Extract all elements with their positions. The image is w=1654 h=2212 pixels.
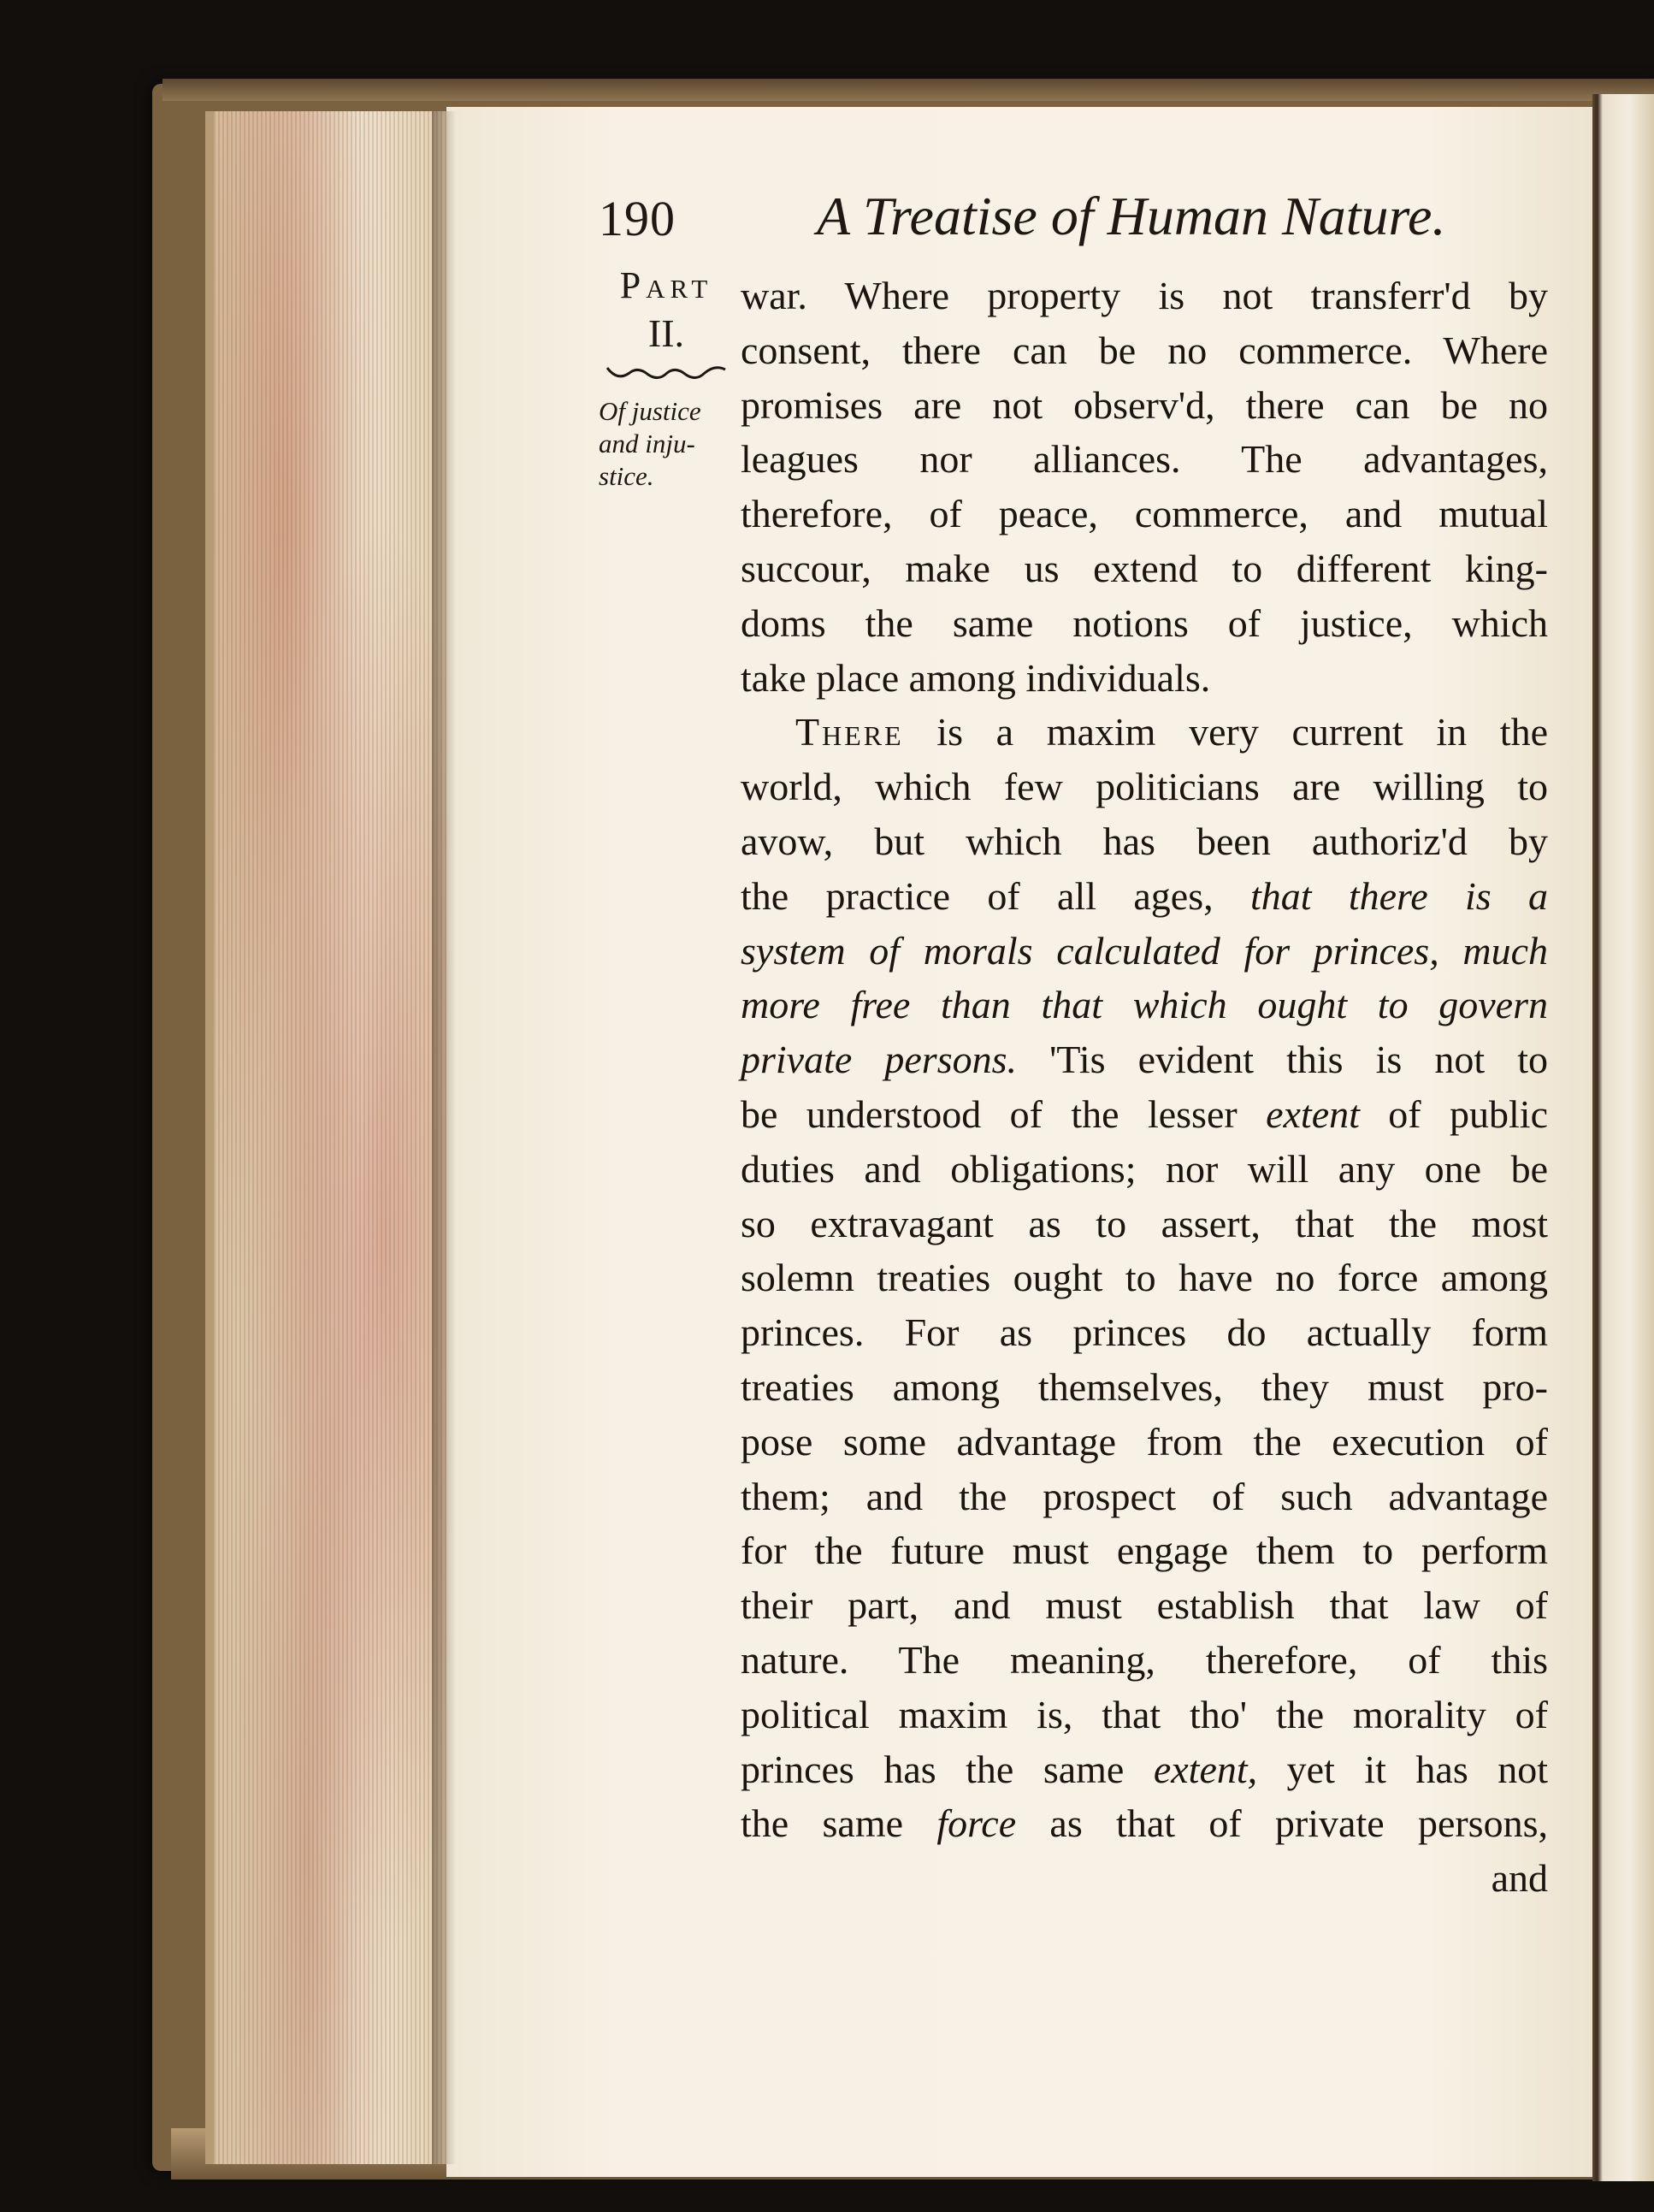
- text-run: promises are not observ'd, there can be no: [741, 382, 1548, 427]
- page-block-edges: [205, 111, 453, 2164]
- body-text: [741, 269, 1548, 1906]
- text-line: [741, 432, 1548, 487]
- text-run: political maxim is, that tho' the morality of: [741, 1692, 1548, 1736]
- text-line: [741, 378, 1548, 433]
- text-line: [741, 323, 1548, 378]
- text-line: [741, 705, 1548, 760]
- text-run: succour, make us extend to different king-: [741, 546, 1548, 590]
- text-line: [741, 924, 1548, 979]
- text-run: of public: [1359, 1091, 1549, 1136]
- text-run: extent: [1266, 1091, 1360, 1136]
- gutter-shadow: [432, 111, 456, 2164]
- text-run: the practice of all ages,: [741, 873, 1250, 918]
- margin-sidenote: [599, 395, 735, 493]
- text-run: solemn treaties ought to have no force among: [741, 1256, 1548, 1300]
- text-run: avow, but which has been authoriz'd by: [741, 819, 1548, 863]
- text-line: [741, 1305, 1548, 1360]
- text-run: so extravagant as to assert, that the most: [741, 1201, 1548, 1245]
- text-run: world, which few politicians are willing to: [741, 765, 1548, 809]
- text-run: is a maxim very current in the: [903, 710, 1548, 754]
- text-line: [741, 1633, 1548, 1688]
- text-run: therefore, of peace, commerce, and mutual: [741, 492, 1548, 536]
- text-line: [741, 269, 1548, 323]
- text-line: [741, 760, 1548, 814]
- text-run: leagues nor alliances. The advantages,: [741, 437, 1548, 482]
- text-line: [741, 596, 1548, 651]
- text-run: treaties among themselves, they must pro-: [741, 1364, 1548, 1409]
- text-line: [741, 541, 1548, 596]
- running-head: [599, 180, 1557, 257]
- text-run: nature. The meaning, therefore, of this: [741, 1637, 1548, 1682]
- text-line: [741, 814, 1548, 869]
- text-run: consent, there can be no commerce. Where: [741, 328, 1548, 372]
- part-marker: [602, 263, 730, 385]
- text-line: [741, 487, 1548, 541]
- text-line: [741, 978, 1548, 1032]
- sidenote-line: and inju-: [599, 429, 695, 458]
- text-run: doms the same notions of justice, which: [741, 600, 1548, 645]
- text-run: yet it has not: [1257, 1747, 1548, 1791]
- text-run: war. Where property is not transferr'd by: [741, 274, 1548, 317]
- text-run: them; and the prospect of such advantage: [741, 1474, 1548, 1518]
- text-run: private persons.: [741, 1038, 1017, 1082]
- text-run: 'Tis evident this is not to: [1017, 1038, 1548, 1082]
- text-run: system of morals calculated for princes, much: [741, 928, 1548, 973]
- text-run: be understood of the lesser: [741, 1091, 1267, 1136]
- page-number: 190: [599, 191, 676, 246]
- part-number: II.: [647, 311, 685, 355]
- text-line: [741, 1032, 1548, 1087]
- text-line: [741, 1523, 1548, 1578]
- flourish-ornament: [602, 361, 730, 385]
- text-run: the same: [741, 1801, 937, 1846]
- text-line: [741, 1688, 1548, 1742]
- text-run: take place among individuals.: [741, 655, 1211, 700]
- text-line: [741, 1251, 1548, 1305]
- page-title: A Treatise of Human Nature.: [817, 186, 1446, 246]
- text-line: [741, 1360, 1548, 1415]
- text-line: [741, 1142, 1548, 1197]
- text-run: more free than that which ought to govern: [741, 983, 1548, 1027]
- text-run: that there is a: [1249, 873, 1548, 918]
- text-line: [741, 651, 1548, 706]
- facing-page-edge: [1592, 94, 1654, 2181]
- text-line: [741, 1415, 1548, 1470]
- text-run: There: [795, 710, 904, 754]
- text-line: [741, 1087, 1548, 1142]
- text-line: [741, 1197, 1548, 1251]
- sidenote-line: Of justice: [599, 396, 701, 426]
- text-run: as that of private persons,: [1016, 1801, 1548, 1846]
- text-line: [741, 1578, 1548, 1633]
- text-run: their part, and must establish that law of: [741, 1583, 1548, 1628]
- text-run: force: [936, 1801, 1017, 1846]
- text-run: princes has the same: [741, 1747, 1154, 1791]
- book-top-edge: [162, 79, 1654, 101]
- text-run: pose some advantage from the execution of: [741, 1419, 1548, 1464]
- text-line: [741, 869, 1548, 924]
- text-run: princes. For as princes do actually form: [741, 1310, 1548, 1355]
- text-run: extent,: [1153, 1747, 1258, 1791]
- sidenote-line: stice.: [599, 461, 654, 491]
- catchword: and: [1491, 1856, 1548, 1901]
- text-line: [741, 1796, 1548, 1851]
- text-run: for the future must engage them to perform: [741, 1529, 1548, 1573]
- text-line: [741, 1742, 1548, 1797]
- text-line: [741, 1470, 1548, 1524]
- text-run: duties and obligations; nor will any one be: [741, 1146, 1548, 1191]
- part-label: Part: [619, 264, 713, 306]
